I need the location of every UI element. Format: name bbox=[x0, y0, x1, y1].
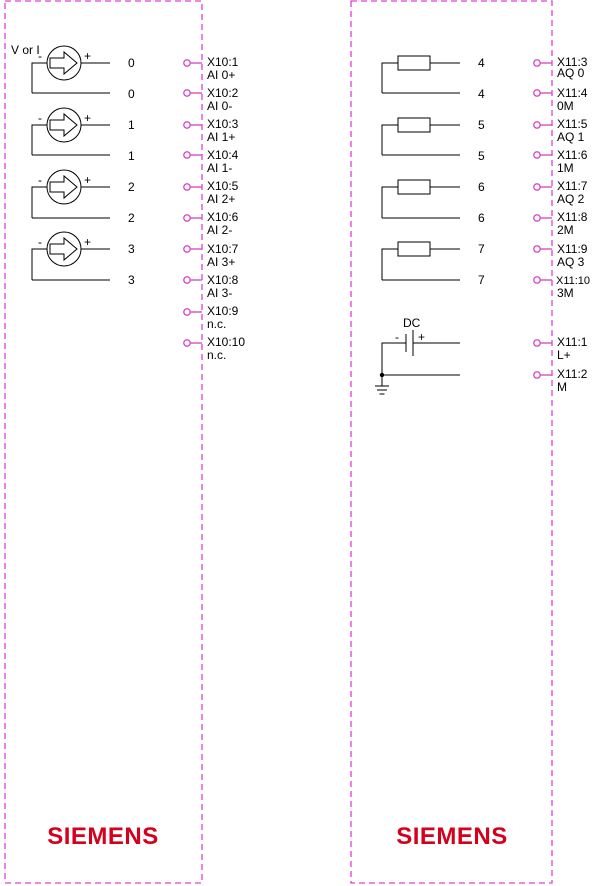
channel-minus-number: 0 bbox=[128, 87, 135, 101]
terminal-x10-5[interactable] bbox=[184, 179, 239, 206]
plus-sign: + bbox=[84, 49, 92, 63]
terminal-signal: 3M bbox=[557, 286, 574, 300]
input-channel-0 bbox=[32, 46, 135, 101]
channel-plus-number: 0 bbox=[128, 56, 135, 70]
resistor-icon bbox=[382, 118, 460, 155]
channel-minus-number: 4 bbox=[478, 87, 485, 101]
right-module-frame bbox=[351, 1, 552, 883]
channel-plus-number: 4 bbox=[478, 56, 485, 70]
input-channel-3 bbox=[32, 232, 135, 287]
terminal-icon bbox=[184, 152, 190, 158]
resistor-icon bbox=[382, 180, 460, 218]
terminal-icon bbox=[184, 90, 190, 96]
channel-plus-number: 7 bbox=[478, 242, 485, 256]
channel-minus-number: 5 bbox=[478, 149, 485, 163]
terminal-signal: AI 1- bbox=[207, 161, 233, 175]
plus-sign: + bbox=[418, 330, 426, 344]
resistor-icon bbox=[382, 56, 460, 93]
terminal-id: X11:2 bbox=[557, 367, 588, 381]
terminal-signal: AI 1+ bbox=[207, 130, 236, 144]
terminal-id: X11:6 bbox=[557, 148, 588, 162]
plus-sign: + bbox=[84, 173, 92, 187]
terminal-x10-3[interactable] bbox=[184, 117, 239, 144]
terminal-id: X10:2 bbox=[207, 86, 239, 100]
terminal-icon bbox=[184, 246, 190, 252]
terminal-x11-5[interactable] bbox=[534, 117, 588, 144]
terminal-icon bbox=[534, 122, 540, 128]
terminal-x11-2[interactable] bbox=[534, 367, 588, 394]
current-source-icon bbox=[32, 170, 110, 218]
channel-plus-number: 1 bbox=[128, 118, 135, 132]
terminal-icon bbox=[534, 372, 540, 378]
resistor-icon bbox=[382, 242, 460, 280]
terminal-x10-6[interactable] bbox=[184, 210, 239, 237]
plus-sign: + bbox=[84, 111, 92, 125]
terminal-id: X10:1 bbox=[207, 55, 239, 69]
terminal-x11-1[interactable] bbox=[534, 335, 588, 362]
channel-minus-number: 6 bbox=[478, 211, 485, 225]
output-channel-6 bbox=[382, 180, 485, 225]
dc-supply bbox=[375, 316, 460, 394]
terminal-x11-7[interactable] bbox=[534, 179, 588, 206]
terminal-icon bbox=[534, 90, 540, 96]
dc-label: DC bbox=[403, 316, 421, 330]
terminal-signal: 2M bbox=[557, 223, 574, 237]
right-module bbox=[351, 1, 590, 883]
current-source-icon bbox=[32, 108, 110, 155]
terminal-x11-10[interactable] bbox=[534, 275, 590, 300]
channel-minus-number: 3 bbox=[128, 273, 135, 287]
terminal-signal: n.c. bbox=[207, 348, 227, 362]
terminal-id: X11:7 bbox=[557, 179, 588, 193]
terminal-x10-9[interactable] bbox=[184, 304, 239, 331]
terminal-id: X10:6 bbox=[207, 210, 239, 224]
minus-sign: - bbox=[395, 330, 399, 344]
channel-plus-number: 2 bbox=[128, 180, 135, 194]
terminal-signal: AI 3+ bbox=[207, 255, 236, 269]
terminal-strip-x11 bbox=[534, 55, 590, 394]
terminal-icon bbox=[184, 309, 190, 315]
terminal-id: X11:1 bbox=[557, 335, 588, 349]
terminal-signal: AQ 2 bbox=[557, 192, 585, 206]
siemens-logo: SIEMENS bbox=[47, 823, 159, 850]
minus-sign: - bbox=[38, 173, 42, 187]
terminal-id: X10:4 bbox=[207, 148, 239, 162]
terminal-x11-3[interactable] bbox=[534, 55, 588, 80]
terminal-id: X11:3 bbox=[557, 55, 588, 69]
channel-minus-number: 1 bbox=[128, 149, 135, 163]
terminal-id: X11:10 bbox=[556, 275, 591, 287]
terminal-signal: L+ bbox=[557, 348, 571, 362]
channel-plus-number: 5 bbox=[478, 118, 485, 132]
terminal-signal: AI 0+ bbox=[207, 68, 236, 82]
terminal-id: X10:10 bbox=[207, 335, 246, 349]
channel-plus-number: 6 bbox=[478, 180, 485, 194]
terminal-signal: AQ 3 bbox=[557, 255, 585, 269]
terminal-id: X11:8 bbox=[557, 210, 588, 224]
terminal-signal: AI 0- bbox=[207, 99, 233, 113]
terminal-icon bbox=[184, 215, 190, 221]
current-source-icon bbox=[32, 46, 110, 93]
output-channel-7 bbox=[382, 242, 485, 287]
current-source-icon bbox=[32, 232, 110, 280]
source-type-label: V or I bbox=[11, 43, 40, 57]
input-channel-2 bbox=[32, 170, 135, 225]
terminal-id: X10:3 bbox=[207, 117, 239, 131]
terminal-icon bbox=[534, 340, 540, 346]
left-module bbox=[5, 1, 245, 883]
terminal-signal: AI 2+ bbox=[207, 192, 236, 206]
plus-sign: + bbox=[84, 235, 92, 249]
terminal-x11-9[interactable] bbox=[534, 242, 588, 269]
terminal-icon bbox=[184, 184, 190, 190]
terminal-x10-8[interactable] bbox=[184, 273, 239, 300]
terminal-icon bbox=[534, 152, 540, 158]
terminal-x10-10[interactable] bbox=[184, 335, 246, 362]
terminal-signal: AQ 1 bbox=[557, 130, 585, 144]
minus-sign: - bbox=[38, 235, 42, 249]
terminal-signal: 0M bbox=[557, 99, 574, 113]
left-module-frame bbox=[5, 1, 202, 883]
terminal-id: X11:5 bbox=[557, 117, 588, 131]
terminal-id: X10:8 bbox=[207, 273, 239, 287]
terminal-icon bbox=[534, 60, 540, 66]
terminal-id: X11:4 bbox=[557, 86, 588, 100]
terminal-icon bbox=[534, 184, 540, 190]
channel-plus-number: 3 bbox=[128, 242, 135, 256]
channel-minus-number: 2 bbox=[128, 211, 135, 225]
terminal-id: X10:7 bbox=[207, 242, 239, 256]
terminal-signal: AI 2- bbox=[207, 223, 233, 237]
terminal-x11-6[interactable] bbox=[534, 148, 588, 175]
terminal-icon bbox=[184, 340, 190, 346]
minus-sign: - bbox=[38, 49, 42, 63]
output-channel-4 bbox=[382, 56, 485, 101]
channel-minus-number: 7 bbox=[478, 273, 485, 287]
terminal-signal: AQ 0 bbox=[557, 66, 585, 80]
terminal-x10-2[interactable] bbox=[184, 86, 239, 113]
terminal-x11-8[interactable] bbox=[534, 210, 588, 237]
terminal-signal: AI 3- bbox=[207, 286, 233, 300]
input-channel-1 bbox=[32, 108, 135, 163]
terminal-id: X10:5 bbox=[207, 179, 239, 193]
terminal-id: X10:9 bbox=[207, 304, 239, 318]
terminal-signal: 1M bbox=[557, 161, 574, 175]
terminal-x10-4[interactable] bbox=[184, 148, 239, 175]
output-channel-5 bbox=[382, 118, 485, 163]
minus-sign: - bbox=[38, 111, 42, 125]
terminal-x10-1[interactable] bbox=[184, 55, 239, 82]
terminal-id: X11:9 bbox=[557, 242, 588, 256]
terminal-icon bbox=[184, 277, 190, 283]
terminal-icon bbox=[534, 246, 540, 252]
siemens-logo: SIEMENS bbox=[396, 823, 508, 850]
ground-icon bbox=[375, 375, 389, 394]
terminal-signal: n.c. bbox=[207, 317, 227, 331]
terminal-x11-4[interactable] bbox=[534, 86, 588, 113]
terminal-strip-x10 bbox=[184, 55, 246, 362]
terminal-icon bbox=[184, 60, 190, 66]
terminal-x10-7[interactable] bbox=[184, 242, 239, 269]
terminal-signal: M bbox=[557, 380, 567, 394]
terminal-icon bbox=[534, 277, 540, 283]
terminal-icon bbox=[184, 122, 190, 128]
terminal-icon bbox=[534, 215, 540, 221]
